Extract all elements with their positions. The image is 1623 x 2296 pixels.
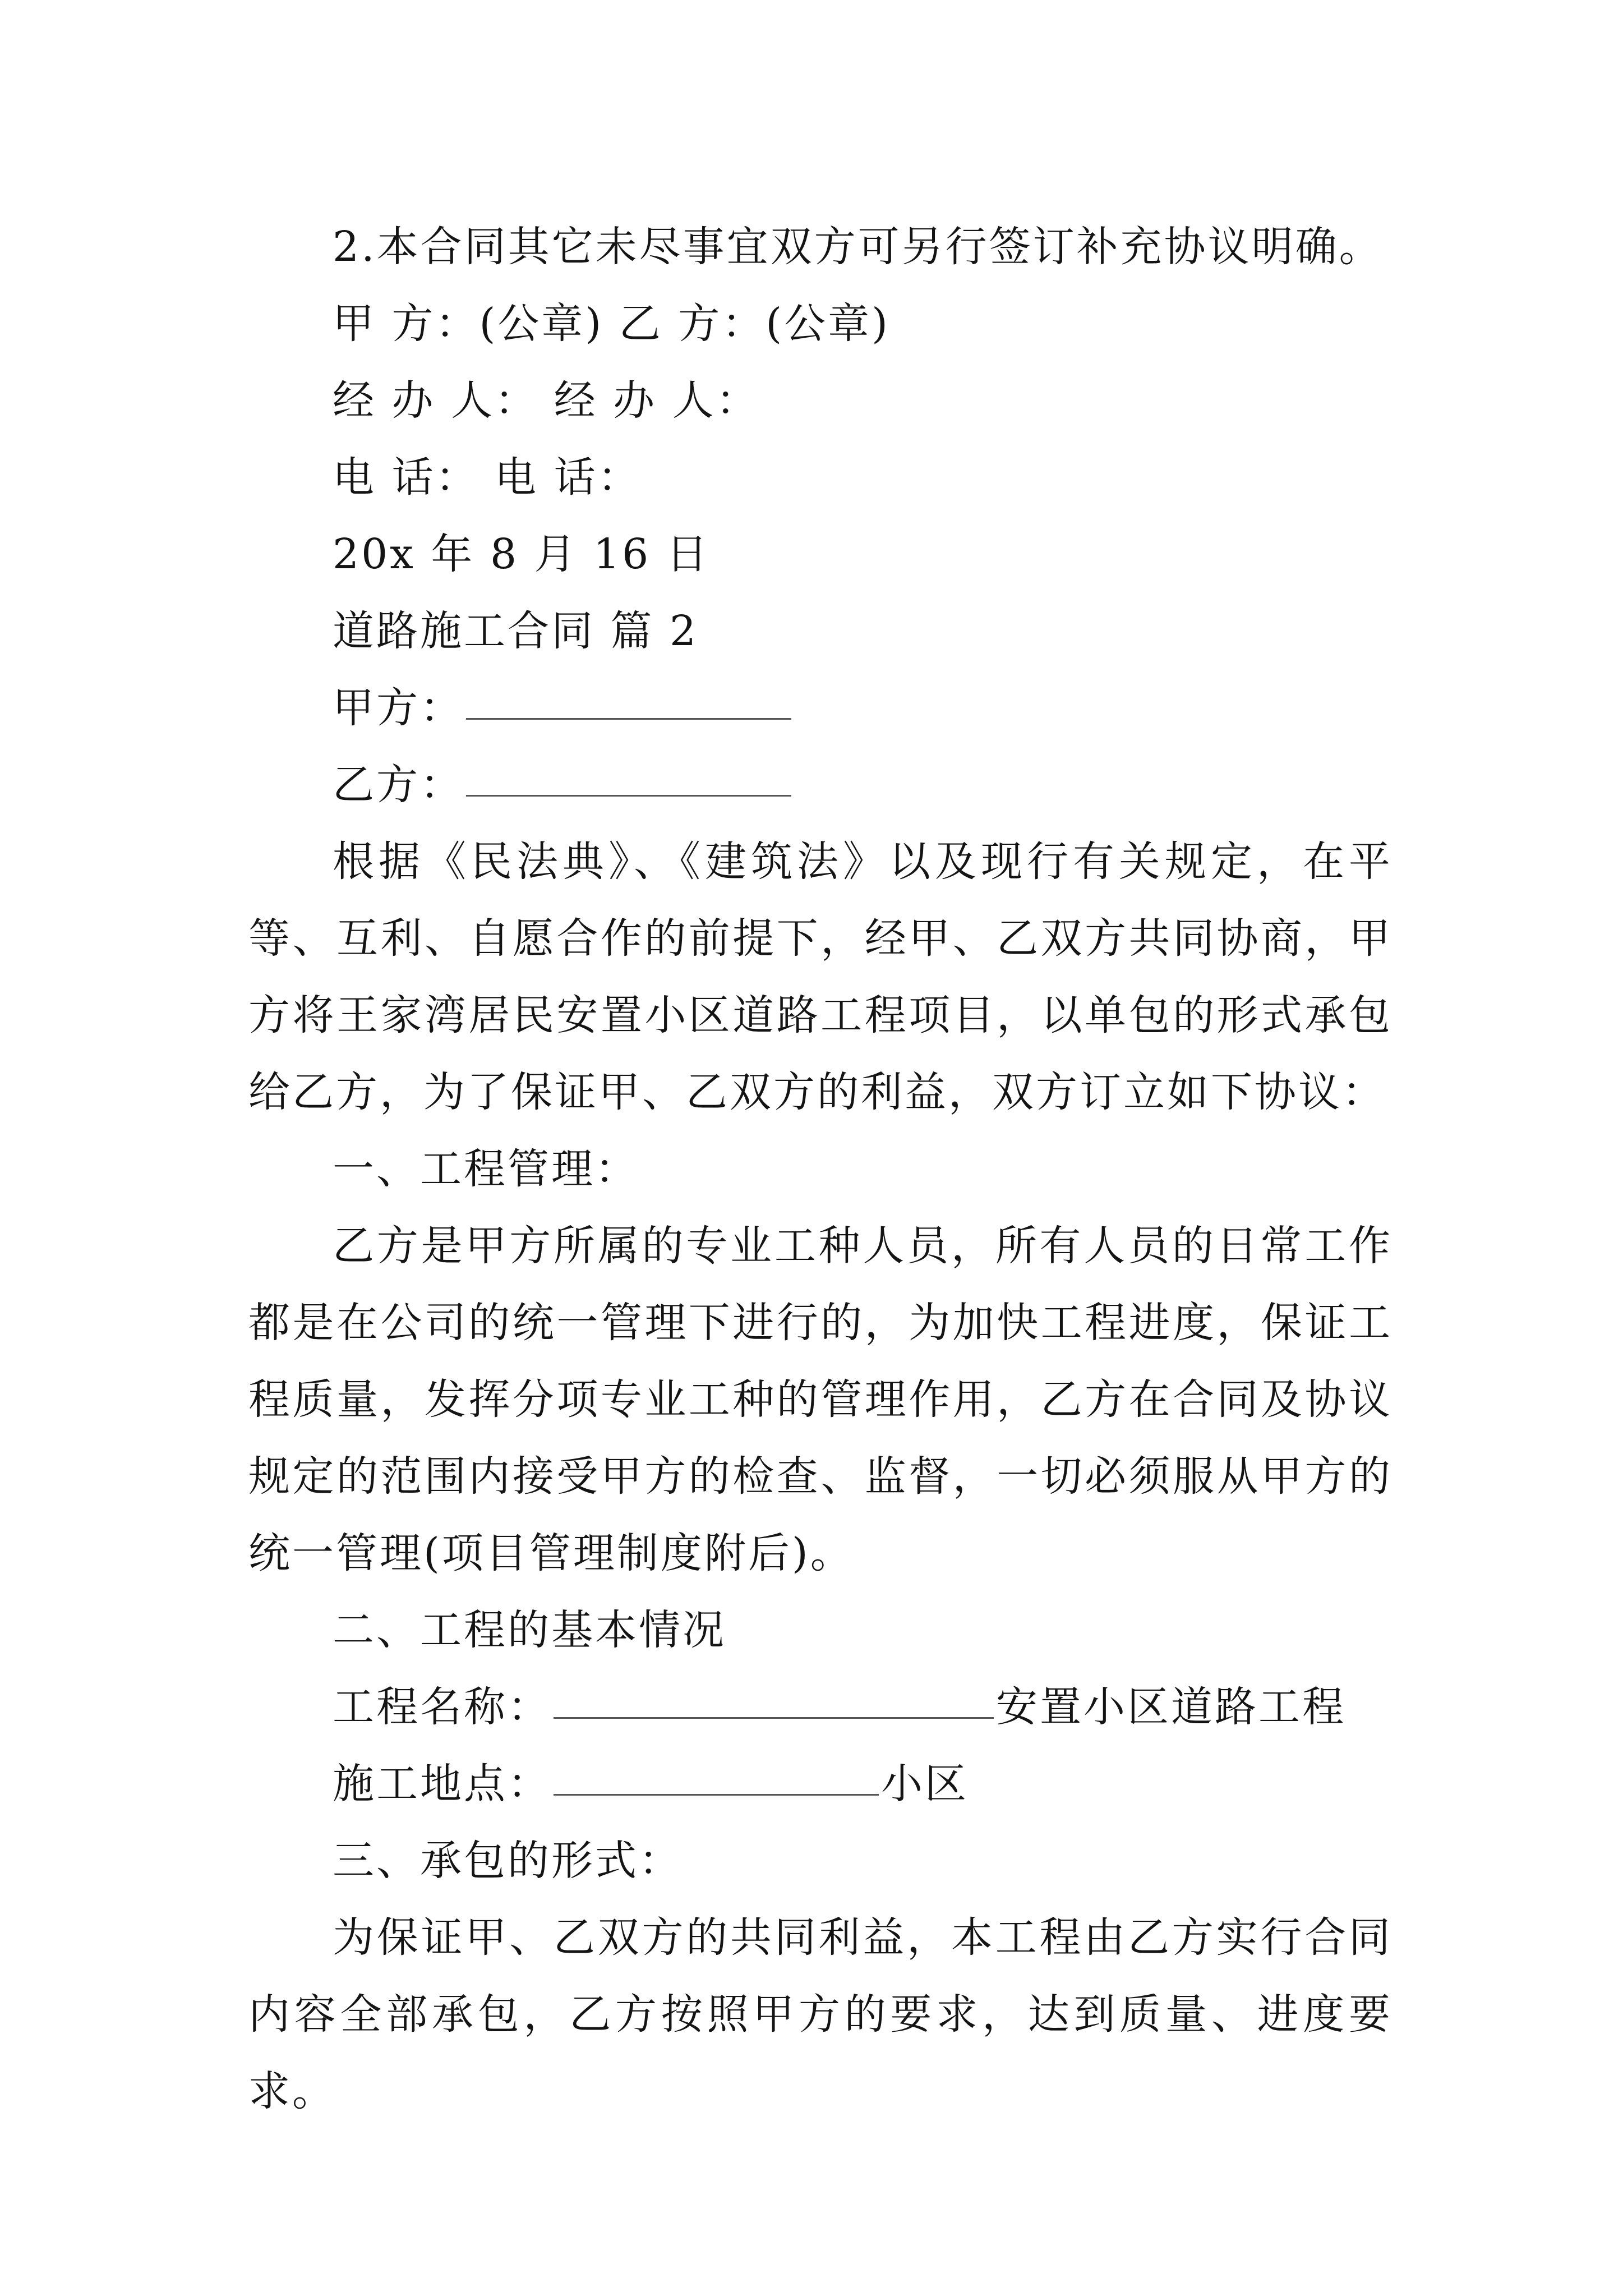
party-a-blank bbox=[466, 670, 791, 720]
section-3-paragraph bbox=[248, 1899, 1393, 2130]
party-a-line bbox=[248, 670, 1393, 747]
signature-seals: 甲 方：(公章) 乙 方：(公章) bbox=[333, 300, 891, 348]
contract-date: 20x 年 8 月 16 日 bbox=[333, 530, 710, 578]
supplement-clause: 2.本合同其它未尽事宜双方可另行签订补充协议明确。 bbox=[333, 223, 1383, 271]
project-name-blank bbox=[554, 1669, 994, 1719]
section-3-text: 为保证甲、乙双方的共同利益，本工程由乙方实行合同内容全部承包，乙方按照甲方的要求，达到质量、进度要求。 bbox=[248, 1913, 1393, 2115]
project-name-suffix: 安置小区道路工程 bbox=[996, 1683, 1346, 1731]
site-label: 施工地点： bbox=[333, 1760, 551, 1808]
project-name-line bbox=[248, 1669, 1393, 1746]
section-3-title: 三、承包的形式： bbox=[333, 1837, 683, 1885]
section-2-title: 二、工程的基本情况 bbox=[333, 1606, 726, 1654]
signature-agents: 经 办 人： 经 办 人： bbox=[333, 376, 760, 425]
party-b-label: 乙方： bbox=[333, 761, 464, 809]
party-b-blank bbox=[466, 747, 791, 797]
site-suffix: 小区 bbox=[881, 1760, 969, 1808]
intro-paragraph bbox=[248, 823, 1393, 1131]
contract-title: 道路施工合同 篇 2 bbox=[333, 607, 699, 655]
intro-text: 根据《民法典》、《建筑法》以及现行有关规定，在平等、互利、自愿合作的前提下，经甲、乙双方共同协商，甲方将王家湾居民安置小区道路工程项目，以单包的形式承包给乙方，为了保证甲、乙双方的利益，双方订立如下协议： bbox=[248, 838, 1393, 1116]
section-1-paragraph bbox=[248, 1208, 1393, 1592]
signature-phones: 电 话： 电 话： bbox=[333, 453, 642, 501]
site-line bbox=[248, 1746, 1393, 1823]
party-b-line bbox=[248, 747, 1393, 823]
project-name-label: 工程名称： bbox=[333, 1683, 551, 1731]
document-body bbox=[248, 209, 1393, 2130]
section-1-text: 乙方是甲方所属的专业工种人员，所有人员的日常工作都是在公司的统一管理下进行的，为加快工程进度，保证工程质量，发挥分项专业工种的管理作用，乙方在合同及协议规定的范围内接受甲方的检查、监督，一切必须服从甲方的统一管理(项目管理制度附后)。 bbox=[248, 1222, 1393, 1577]
section-1-title: 一、工程管理： bbox=[333, 1145, 639, 1193]
party-a-label: 甲方： bbox=[333, 684, 464, 732]
site-blank bbox=[554, 1746, 879, 1796]
